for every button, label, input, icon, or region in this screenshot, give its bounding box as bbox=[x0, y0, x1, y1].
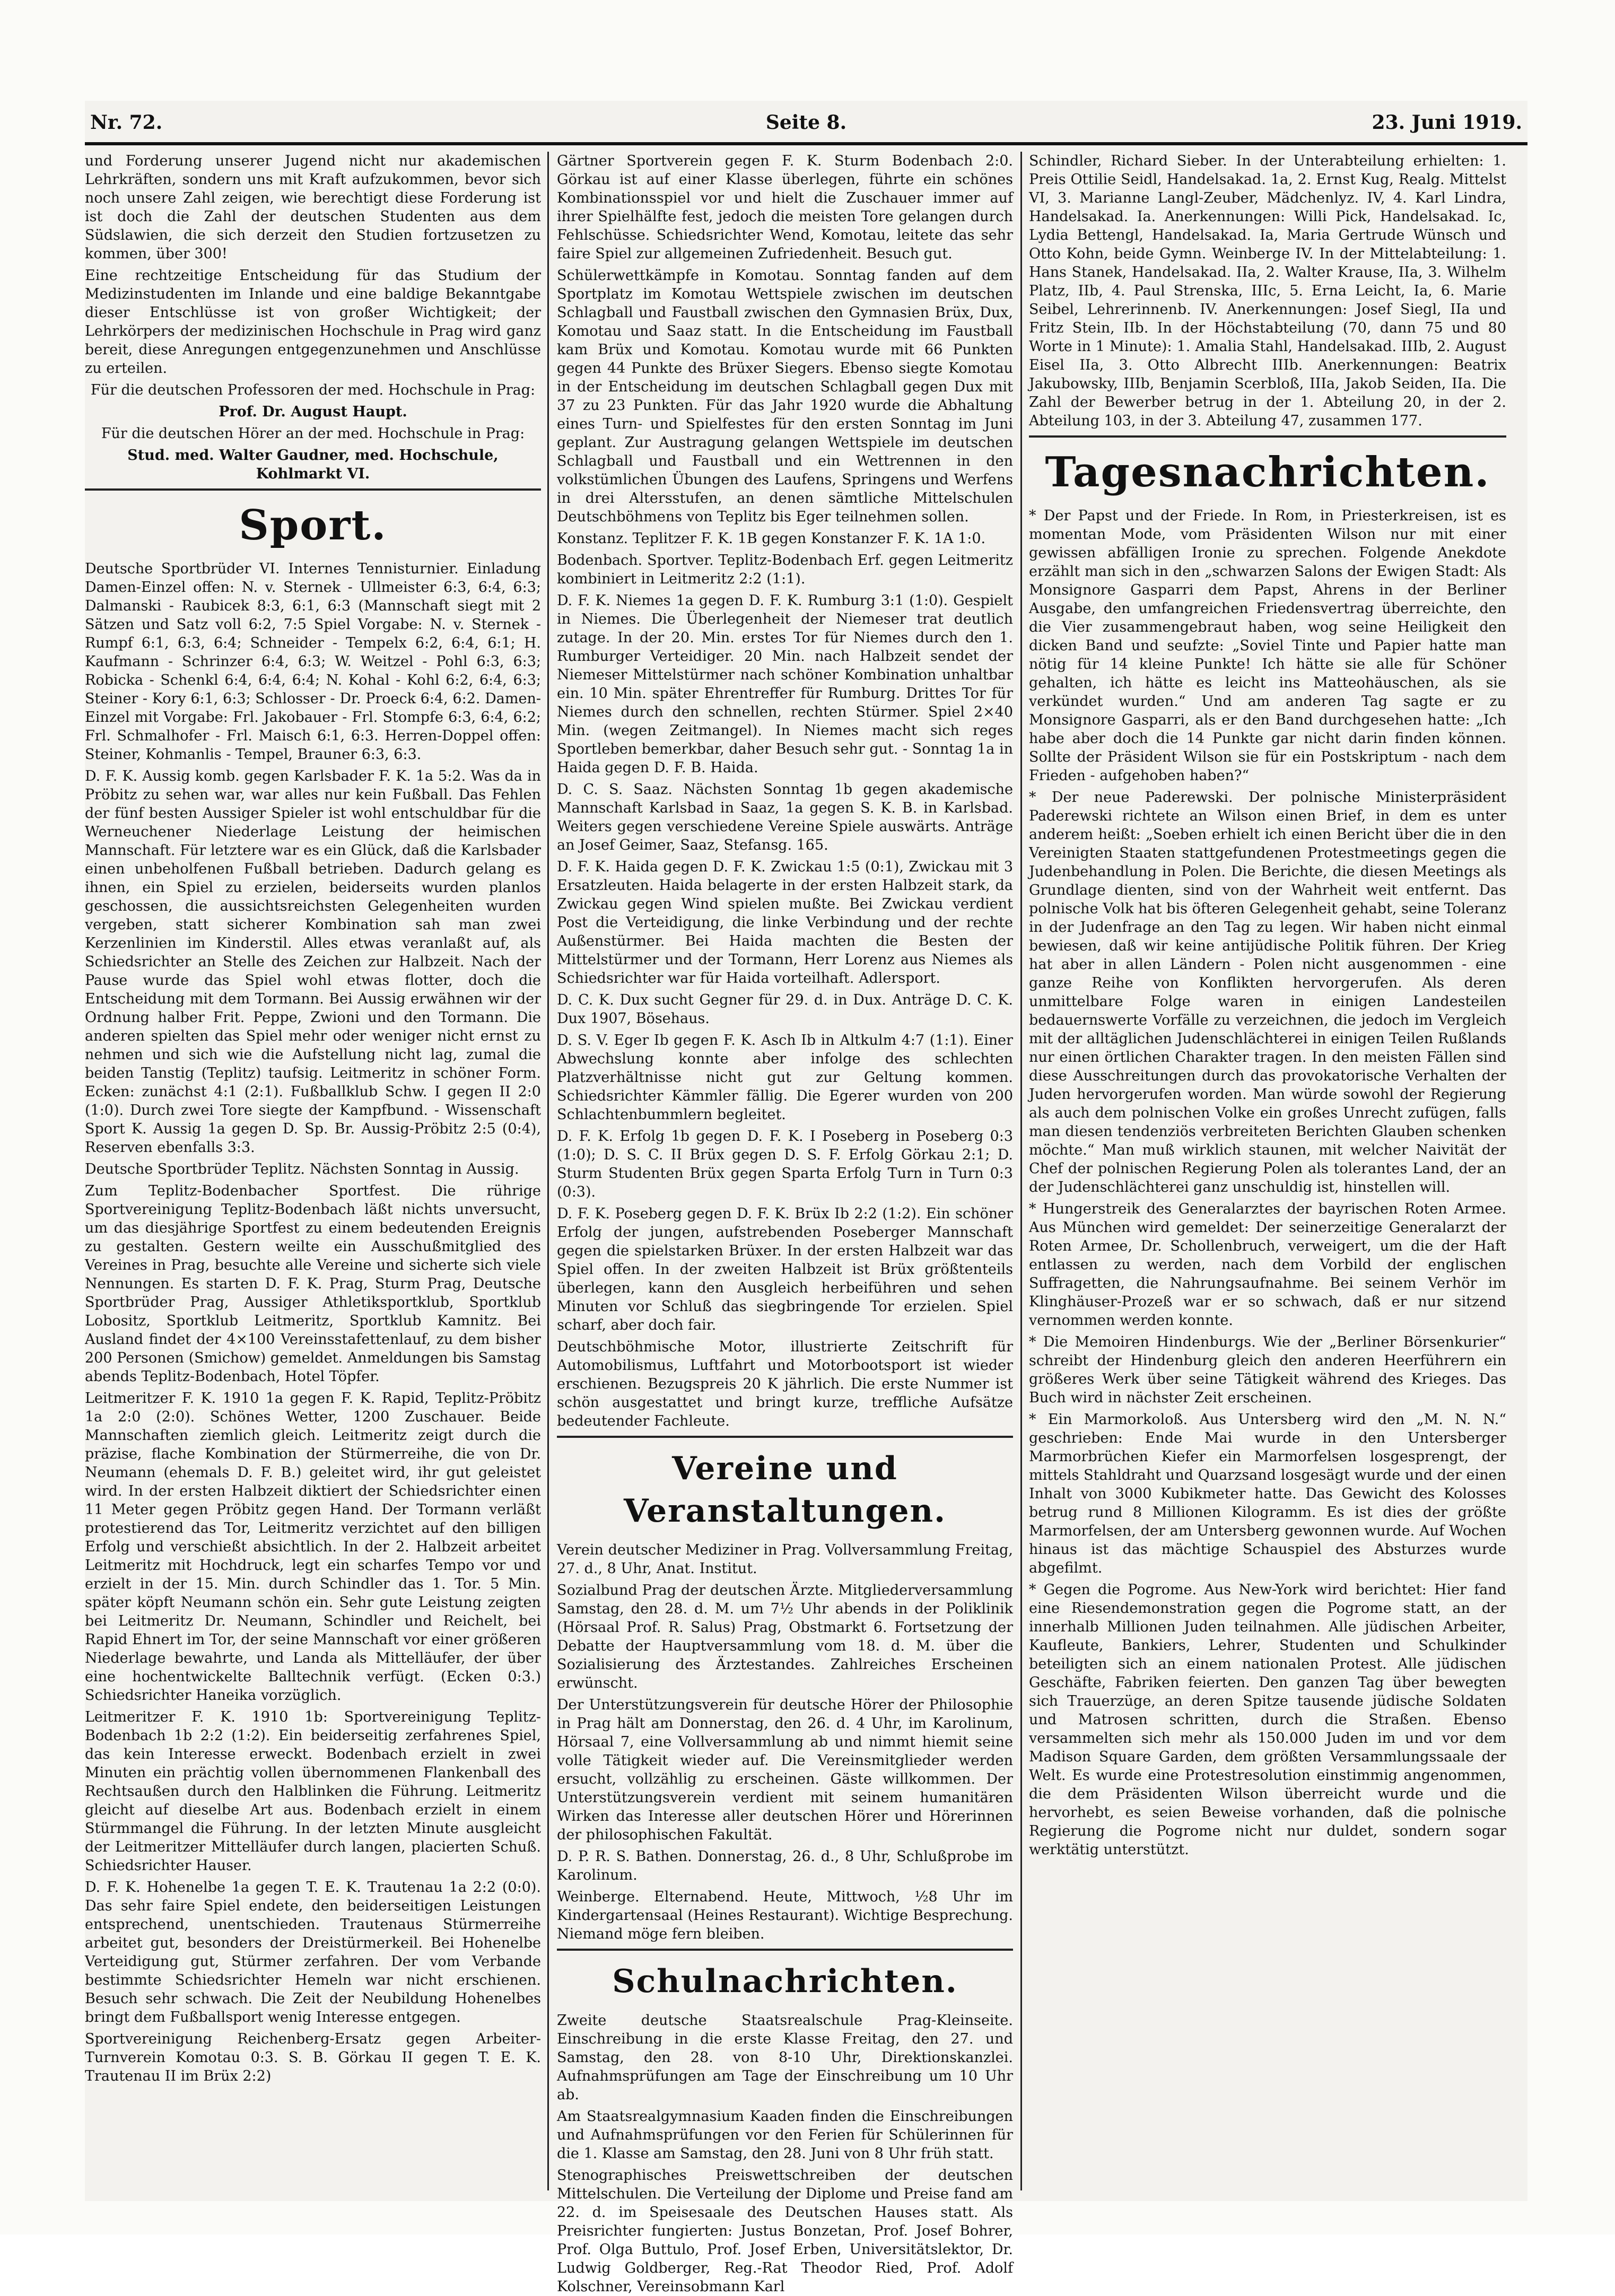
section-rule bbox=[85, 488, 541, 491]
news-item: * Der neue Paderewski. Der polnische Ministerpräsident Paderewski richtete an Wilson einen Brief, in dem es unter anderem heißt: „Soeben erhielt ich einen Bericht über die in den Vereinigten Staaten stattgefundenen Protestmeetings gegen die Judenbehandlung in Polen. Die Berichte, die diesen Meetings als Grundlage dienten, sind von der Wahrheit weit entfernt. Das polnische Volk hat bis öfteren Gelegenheit gehabt, seine Toleranz in der Judenfrage an den Tag zu legen. Wir haben nicht einmal bewiesen, daß wir keine antijüdische Politik führen. Der Krieg hat aber in allen Ländern - Polen nicht ausgenommen - eine ganze Reihe von Konflikten hervorgerufen. Als deren unmittelbare Folge waren in einigen Landesteilen bedauernswerte Vorfälle zu verzeichnen, die jedoch im Vergleich mit der alltäglichen Judenschlächterei in einigen Teilen Rußlands nur einen örtlichen Charakter tragen. In den meisten Fällen sind diese Ausschreitungen durch das provokatorische Verhalten der Juden hervorgerufen worden. Man würde sowohl der Regierung als auch dem polnischen Volke ein großes Unrecht zufügen, falls man diesen tendenziös verbreiteten Berichten Glauben schenken möchte.“ Man muß wirklich staunen, mit welcher Naivität der Chef der polnischen Regierung Polen als tolerantes Land, der an der Judenschlächterei ganz unschuldig ist, hinstellen will. bbox=[1029, 789, 1506, 1195]
news-item: * Der Papst und der Friede. In Rom, in Priesterkreisen, ist es momentan Mode, vom Präsidenten Wilson nur mit einer gewissen abfälligen Ironie zu sprechen. Folgende Anekdote erzählt man sich in den „schwarzen Salons der Ewigen Stadt: Als Monsignore Gasparri dem Papst, Ahrens in der Berliner Ausgabe, den umfangreichen Friedensvertrag überreichte, den die Vier zusammengebraut haben, wog seine Heiligkeit den dicken Band und seufzte: „Soviel Tinte und Papier hatte man nötig für 14 kleine Punkte! Ich hätte sie alle für Schöner gehalten, ich hätte es leicht ins Matteohäuschen, als sie verkündet wurden.“ Und am anderen Tag sagte er zu Monsignore Gasparri, als er den Band durchgesehen hatte: „Ich habe aber doch die 14 Punkte gar nicht darin finden können. Sollte der Präsident Wilson sie für ein Postskriptum - nach dem Frieden - aufgehoben haben?“ bbox=[1029, 508, 1506, 784]
section-rule bbox=[557, 1949, 1013, 1951]
news-item: * Ein Marmorkoloß. Aus Untersberg wird den „M. N. N.“ geschrieben: Ende Mai wurde in den Untersberger Marmorbrüchen Kiefer ein Marmorfelsen losgesprengt, der mittels Stahldraht und Quarzsand losgesägt wurde und der einen Inhalt von 3000 Kubikmeter hatte. Das Gewicht des Kolosses betrug rund 8 Millionen Kilogramm. Es ist dies der größte Marmorfelsen, der am Untersberg gewonnen wurde. Auf Wochen hinaus ist das mächtige Schauspiel des Absturzes wurde abgefilmt. bbox=[1029, 1411, 1506, 1576]
club-notice: Verein deutscher Mediziner in Prag. Vollversammlung Freitag, 27. d., 8 Uhr, Anat. Institut. bbox=[557, 1542, 1013, 1577]
sport-item: D. S. V. Eger Ib gegen F. K. Asch Ib in Altkulm 4:7 (1:1). Einer Abwechslung konnte aber infolge des schlechten Platzverhältnisse nicht gut zur Geltung kommen. Schiedsrichter Kämmler fällig. Die Egerer wurden von 200 Schlachtenbummlern begleitet. bbox=[557, 1032, 1013, 1123]
article-paragraph: Schindler, Richard Sieber. In der Unterabteilung erhielten: 1. Preis Ottilie Seidl, Handelsakad. 1a, 2. Ernst Kug, Realg. Mittelst VI, 3. Marianne Langl-Zeuber, Mädchenlyz. IV, 4. Karl Lindra, Handelsakad. Ia. Anerkennungen: Willi Pick, Handelsakad. Ic, Lydia Bettengl, Handelsakad. Ia, Maria Gertrude Wünsch und Otto Kohn, beide Gymn. Weinberge IV. In der Mittelabteilung: 1. Hans Stanek, Handelsakad. IIa, 2. Walter Krause, IIa, 3. Wilhelm Platz, IIb, 4. Paul Strenska, IIIc, 5. Erna Leicht, Ia, 6. Marie Seibel, Lehrerinnenb. IV. Anerkennungen: Josef Siegl, IIa und Fritz Stein, IIb. In der Höchstabteilung (70, dann 75 und 80 Worte in 1 Minute): 1. Amalia Stahl, Handelsakad. IIIb, 2. August Eisel IIa, 3. Otto Albrecht IIIb. Anerkennungen: Beatrix Jakubowsky, IIIb, Benjamin Scerbloß, IIIa, Jakob Seiden, IIa. Die Zahl der Bewerber betrug in der 1. Abteilung 20, in der 2. Abteilung 103, in der 3. Abteilung 47, zusammen 177. bbox=[1029, 153, 1506, 429]
column-divider bbox=[1020, 152, 1022, 2190]
sport-item: Deutschböhmische Motor, illustrierte Zeitschrift für Automobilismus, Luftfahrt und Motorbootsport ist wieder erschienen. Bezugspreis 20 K jährlich. Die erste Nummer ist schön ausgestattet und bringt kurze, treffliche Aufsätze bedeutender Fachleute. bbox=[557, 1339, 1013, 1429]
sport-item: Deutsche Sportbrüder VI. Internes Tennisturnier. Einladung Damen-Einzel offen: N. v. Sternek - Ullmeister 6:3, 6:4, 6:3; Dalmanski - Raubicek 8:3, 6:1, 6:3 (Mannschaft siegt mit 2 Sätzen und Satz voll 6:2, 7:5 Spiel Vorgabe: N. v. Sternek - Rumpf 6:1, 6:3, 6:4; Schneider - Tempelx 6:2, 6:4, 6:1; H. Kaufmann - Schrinzer 6:4, 6:3; W. Weitzel - Pohl 6:3, 6:3; Robicka - Schenkl 6:4, 6:4, 6:4; N. Kohal - Kohl 6:2, 6:4, 6:3; Steiner - Kory 6:1, 6:3; Schlosser - Dr. Proeck 6:4, 6:2. Damen-Einzel mit Vorgabe: Frl. Jakobauer - Frl. Stompfe 6:3, 6:4, 6:2; Frl. Schmalhofer - Frl. Maisch 6:1, 6:3. Herren-Doppel offen: Steiner, Kohmanlis - Tempel, Brauner 6:3, 6:3. bbox=[85, 561, 541, 763]
section-title-sport: Sport. bbox=[239, 501, 387, 549]
sport-item: Zum Teplitz-Bodenbacher Sportfest. Die rührige Sportvereinigung Teplitz-Bodenbach läßt nichts unversucht, um das diesjährige Sportfest zu einem bedeutenden Ereignis zu gestalten. Gestern weilte ein Ausschußmitglied des Vereines in Prag, besuchte alle Vereine und sicherte sich viele Nennungen. Es starten D. F. K. Prag, Sturm Prag, Deutsche Sportbrüder Prag, Aussiger Athletiksportklub, Sportklub Lobositz, Sportklub Leitmeritz, Sportklub Kamnitz. Bei Ausland findet der 4×100 Vereinsstafettenlauf, zu dem bisher 200 Personen (Smichow) gemeldet. Anmeldungen bis Samstag abends Teplitz-Bodenbach, Hotel Töpfer. bbox=[85, 1183, 541, 1385]
column-divider bbox=[547, 152, 549, 2190]
sport-item: Gärtner Sportverein gegen F. K. Sturm Bodenbach 2:0. Görkau ist auf einer Klasse überlegen, führte ein schönes Kombinationsspiel vor und hielt die Zuschauer immer auf ihrer Spielhälfte fest, jedoch die meisten Tore gelangen durch Fehlschüsse. Schiedsrichter Wend, Komotau, leitete das sehr faire Spiel zur allgemeinen Zufriedenheit. Besuch gut. bbox=[557, 153, 1013, 262]
issue-date: 23. Juni 1919. bbox=[1372, 111, 1522, 134]
sport-item: D. F. K. Erfolg 1b gegen D. F. K. I Poseberg in Poseberg 0:3 (1:0); D. S. C. II Brüx gegen D. S. F. Erfolg Görkau 2:1; D. Sturm Studenten Brüx gegen Sparta Erfolg Turn in Turn 0:3 (0:3). bbox=[557, 1128, 1013, 1200]
header-rule bbox=[85, 142, 1527, 145]
signature-line: Für die deutschen Professoren der med. Hochschule in Prag: bbox=[90, 382, 536, 398]
news-item: * Gegen die Pogrome. Aus New-York wird berichtet: Hier fand eine Riesendemonstration gegen die Pogrome statt, an der innerhalb Millionen Juden teilnahmen. Alle jüdischen Arbeiter, Kaufleute, Bankiers, Lehrer, Studenten und Schulkinder beteiligten sich an einem nationalen Protest. Alle jüdischen Geschäfte, Fabriken feierten. Den ganzen Tag über bewegten sich Trauerzüge, an deren Spitze tausende jüdische Soldaten und Matrosen schritten, durch die Straßen. Ebenso versammelten sich mehr als 150.000 Juden im und vor dem Madison Square Garden, dem größten Versammlungssaale der Welt. Es wurde eine Protestresolution einstimmig angenommen, die dem Präsidenten Wilson überreicht wurde und die hervorhebt, es seien Beweise vorhanden, daß die polnische Regierung die Pogrome nicht nur duldet, sondern sogar werktätig unterstützt. bbox=[1029, 1582, 1506, 1858]
signature-line: Für die deutschen Hörer an der med. Hochschule in Prag: bbox=[101, 425, 525, 442]
school-notice: Am Staatsrealgymnasium Kaaden finden die Einschreibungen und Aufnahmsprüfungen vor den Ferien für Schülerinnen für die 1. Klasse am Samstag, den 28. Juni von 8 Uhr früh statt. bbox=[557, 2108, 1013, 2162]
sport-item: Konstanz. Teplitzer F. K. 1B gegen Konstanzer F. K. 1A 1:0. bbox=[557, 530, 986, 547]
column-right bbox=[1029, 152, 1506, 2190]
club-notice: D. P. R. S. Bathen. Donnerstag, 26. d., 8 Uhr, Schlußprobe im Karolinum. bbox=[557, 1848, 1013, 1883]
club-notice: Der Unterstützungsverein für deutsche Hörer der Philosophie in Prag hält am Donnerstag, den 26. d. 4 Uhr, im Karolinum, Hörsaal 7, eine Vollversammlung ab und nimmt hiemit seine volle Tätigkeit wieder auf. Die Vereinsmitglieder werden ersucht, vollzählig zu erscheinen. Gäste willkommen. Der Unterstützungsverein verdient mit seinem humanitären Wirken das Interesse aller deutschen Hörer und Hörerinnen der philosophischen Fakultät. bbox=[557, 1697, 1013, 1843]
sport-item: D. F. K. Aussig komb. gegen Karlsbader F. K. 1a 5:2. Was da in Pröbitz zu sehen war, war alles nur kein Fußball. Das Fehlen der fünf besten Aussiger Spieler ist wohl entschuldbar für die Werneuchener Niederlage Leistung der heimischen Mannschaft. Für letztere war es ein Glück, daß die Karlsbader einen unbeholfenen Fußball betrieben. Dadurch gelang es ihnen, ein Spiel zu erzielen, beiderseits wurden planlos geschossen, die aussichtsreichsten Gelegenheiten wurden vergeben, statt sicherer Kombination sah man zwei Kerzenlinien im Kinderstil. Alles etwas veranlaßt auf, als Schiedsrichter an Stelle des Zeichen zur Halbzeit. Nach der Pause wurde das Spiel wohl etwas flotter, doch die Entscheidung mit dem Tormann. Bei Aussig erwähnen wir der Ordnung halber Frit. Peppe, Zwioni und den Tormann. Die anderen spielten das Spiel mehr oder weniger nicht ernst zu nehmen und sich wie die Aufstellung nicht lag, zumal die beiden Tanstig (Teplitz) taufsig. Leitmeritz in schöner Form. Ecken: zunächst 4:1 (2:1). Fußballklub Schw. I gegen II 2:0 (1:0). Durch zwei Tore siegte der Kampfbund. - Wissenschaft Sport K. Aussig 1a gegen D. Sp. Br. Aussig-Pröbitz 2:5 (0:4), Reserven ebenfalls 3:3. bbox=[85, 768, 541, 1156]
page-body bbox=[85, 101, 1527, 2295]
sport-item: Leitmeritzer F. K. 1910 1a gegen F. K. Rapid, Teplitz-Pröbitz 1a 2:0 (2:0). Schönes Wetter, 1200 Zuschauer. Beide Mannschaften ziemlich gleich. Leitmeritz zeigt durch die präzise, flache Kombination der Stürmerreihe, die von Dr. Neumann (ehemals D. F. B.) geleitet wird, ihr gut geleistet wird. In der ersten Halbzeit diktiert der Schiedsrichter einen 11 Meter gegen Pröbitz gegen Hand. Der Tormann verläßt protestierend das Tor, Leitmeritz verzichtet auf den billigen Erfolg und verschießt absichtlich. In der 2. Halbzeit arbeitet Leitmeritz mit Hochdruck, legt ein scharfes Tempo vor und erzielt in der 15. Min. durch Schindler das 1. Tor. 5 Min. später köpft Neumann schön ein. Sehr gute Leistung zeigten bei Leitmeritz Dr. Neumann, Schindler und Reichelt, bei Rapid Ehnert im Tor, der seine Mannschaft vor einer größeren Niederlage bewahrte, und Landa als Mittelläufer, der über eine hochentwickelte Balltechnik verfügt. (Ecken 0:3.) Schiedsrichter Haneika vorzüglich. bbox=[85, 1390, 541, 1704]
school-notice: Stenographisches Preiswettschreiben der deutschen Mittelschulen. Die Verteilung der Diplome und Preise fand am 22. d. im Speisesaale des Deutschen Hauses statt. Als Preisrichter fungierten: Justus Bonzetan, Prof. Josef Bohrer, Prof. Olga Buttulo, Prof. Josef Erben, Universitätslektor, Dr. Ludwig Goldberger, Reg.-Rat Theodor Ried, Prof. Adolf Kolschner, Vereinsobmann Karl bbox=[557, 2167, 1013, 2295]
column-left bbox=[85, 152, 541, 2190]
school-notice: Zweite deutsche Staatsrealschule Prag-Kleinseite. Einschreibung in die erste Klasse Freitag, den 27. und Samstag, den 28. von 8-10 Uhr, Direktionskanzlei. Aufnahmsprüfungen am Tage der Einschreibung um 10 Uhr ab. bbox=[557, 2012, 1013, 2103]
sport-item: Bodenbach. Sportver. Teplitz-Bodenbach Erf. gegen Leitmeritz kombiniert in Leitmeritz 2:2 (1:1). bbox=[557, 552, 1013, 587]
sport-item: Schülerwettkämpfe in Komotau. Sonntag fanden auf dem Sportplatz im Komotau Wettspiele zwischen im deutschen Schlagball und Faustball zwischen den Gymnasien Brüx, Dux, Komotau und Saaz statt. In die Entscheidung im Faustball kam Brüx und Komotau. Komotau wurde mit 66 Punkten gegen 44 Punkte des Brüxer Siegers. Ebenso siegte Komotau in der Entscheidung im deutschen Schlagball gegen Dux mit 37 zu 23 Punkten. Für das Jahr 1920 wurde die Abhaltung eines Turn- und Spielfestes für den ersten Sonntag im Juni geplant. Zur Austragung gelangen Wettspiele im deutschen Schlagball und Faustball und ein Wettrennen in den volkstümlichen Übungen des Laufens, Springens und Werfens in drei Altersstufen, an denen sämtliche Mittelschulen Deutschböhmens von Teplitz bis Eger teilnehmen sollen. bbox=[557, 267, 1013, 525]
news-item: * Hungerstreik des Generalarztes der bayrischen Roten Armee. Aus München wird gemeldet: Der seinerzeitige Generalarzt der Roten Armee, Dr. Schollenbruch, verweigert, um die der Haft entlassen zu werden, nach dem Vorbild der englischen Suffragetten, die Nahrungsaufnahme. Bei seinem Verhör im Klinghäuser-Prozeß war er so schwach, daß er nur sitzend vernommen werden konnte. bbox=[1029, 1201, 1506, 1329]
column-middle bbox=[557, 152, 1013, 2295]
news-item: * Die Memoiren Hindenburgs. Wie der „Berliner Börsenkurier“ schreibt der Hindenburg gleich den anderen Heerführern ein größeres Werk über seine Tätigkeit während des Krieges. Das Buch wird in nächster Zeit erscheinen. bbox=[1029, 1334, 1506, 1406]
sport-item: Deutsche Sportbrüder Teplitz. Nächsten Sonntag in Aussig. bbox=[85, 1161, 519, 1177]
sport-item: D. C. K. Dux sucht Gegner für 29. d. in Dux. Anträge D. C. K. Dux 1907, Bösehaus. bbox=[557, 992, 1013, 1027]
section-title-tagesnachrichten: Tagesnachrichten. bbox=[1045, 448, 1490, 496]
article-paragraph: Eine rechtzeitige Entscheidung für das Studium der Medizinstudenten im Inlande und eine baldige Bekanntgabe dieser Entschlüsse ist von großer Wichtigkeit; der Lehrkörpers der medizinischen Hochschule in Prag wird ganz bereit, diese Anregungen entgegenzunehmen und Anschlüsse zu erteilen. bbox=[85, 267, 541, 377]
section-title-schulnachrichten: Schulnachrichten. bbox=[612, 1963, 958, 2000]
section-title-vereine: Vereine und Veranstaltungen. bbox=[623, 1450, 947, 1530]
sport-item: D. F. K. Haida gegen D. F. K. Zwickau 1:5 (0:1), Zwickau mit 3 Ersatzleuten. Haida belagerte in der ersten Halbzeit stark, da Zwickau gegen Wind spielen mußte. Bei Zwickau verdient Post die Verteidigung, die linke Verbindung und der rechte Außenstürmer. Bei Haida machten die Besten der Mittelstürmer und der Tormann, Herr Lorenz aus Niemes als Schiedsrichter war für Haida vorteilhaft. Adlersport. bbox=[557, 859, 1013, 987]
sport-item: D. F. K. Hohenelbe 1a gegen T. E. K. Trautenau 1a 2:2 (0:0). Das sehr faire Spiel endete, den beiderseitigen Leistungen entsprechend, unentschieden. Trautenaus Stürmerreihe arbeitet gut, besonders der Dreistürmerkeil. Bei Hohenelbe Verteidigung gut, Stürmer zerfahren. Der vom Verbande bestimmte Schiedsrichter Hemeln war nicht erschienen. Besuch sehr schwach. Die Zeit der Neubildung Hohenelbes bringt dem Fußballsport wenig Interesse entgegen. bbox=[85, 1879, 541, 2026]
sport-item: Leitmeritzer F. K. 1910 1b: Sportvereinigung Teplitz-Bodenbach 1b 2:2 (1:2). Ein beiderseitig zerfahrenes Spiel, das kein Interesse erweckt. Bodenbach erzielt in zwei Minuten ein prächtig vollen übernommenen Flankenball des Rechtsaußen durch den Halblinken die Führung. Leitmeritz gleicht auf dieselbe Art aus. Bodenbach erzielt in einem Stürmmangel die Führung. In der letzten Minute ausgleicht der Leitmeritzer Mittelläufer durch langen, placierten Schuß. Schiedsrichter Hauser. bbox=[85, 1709, 541, 1874]
sport-item: Sportvereinigung Reichenberg-Ersatz gegen Arbeiter-Turnverein Komotau 0:3. S. B. Görkau II gegen T. E. K. Trautenau II im Brüx 2:2) bbox=[85, 2031, 541, 2084]
section-rule bbox=[1029, 435, 1506, 438]
club-notice: Weinberge. Elternabend. Heute, Mittwoch, ½8 Uhr im Kindergartensaal (Heines Restaurant). Wichtige Besprechung. Niemand möge fern bleiben. bbox=[557, 1889, 1013, 1942]
sport-item: D. C. S. Saaz. Nächsten Sonntag 1b gegen akademische Mannschaft Karlsbad in Saaz, 1a gegen S. K. B. in Karlsbad. Weiters gegen verschiedene Vereine Spiele auswärts. Anträge an Josef Geimer, Saaz, Stefansg. 165. bbox=[557, 781, 1013, 853]
article-paragraph: und Forderung unserer Jugend nicht nur akademischen Lehrkräften, sondern uns mit Kraft aufzukommen, bevor sich noch unsere Zahl zeigen, wie berechtigt diese Forderung ist ist doch die Zahl der deutschen Studenten aus dem Südslawien, die sich derzeit den Studien fortzusetzen zu kommen, über 300! bbox=[85, 153, 541, 262]
sport-item: D. F. K. Niemes 1a gegen D. F. K. Rumburg 3:1 (1:0). Gespielt in Niemes. Die Überlegenheit der Niemeser trat deutlich zutage. In der 20. Min. erstes Tor für Niemes durch den 1. Rumburger Verteidiger. 20 Min. nach Halbzeit sendet der Niemeser Mittelstürmer nach schöner Kombination unhaltbar ein. 10 Min. später Ehrentreffer für Rumburg. Drittes Tor für Niemes durch den schnellen, rechten Stürmer. Spiel 2×40 Min. (wegen Zeitmangel). In Niemes macht sich reges Sportleben bemerkbar, daher Besuch sehr gut. - Sonntag 1a in Haida gegen D. F. B. Haida. bbox=[557, 592, 1013, 776]
section-rule bbox=[557, 1436, 1013, 1438]
sport-item: D. F. K. Poseberg gegen D. F. K. Brüx Ib 2:2 (1:2). Ein schöner Erfolg der jungen, aufstrebenden Poseberger Mannschaft gegen die spielstarken Brüxer. In der ersten Halbzeit war das Spiel offen. In der zweiten Halbzeit ist Brüx größtenteils überlegen, kann den Ausgleich herbeiführen und sehen Minuten vor Schluß das siegbringende Tor erzielen. Spiel scharf, aber doch fair. bbox=[557, 1206, 1013, 1333]
club-notice: Sozialbund Prag der deutschen Ärzte. Mitgliederversammlung Samstag, den 28. d. M. um 7½ Uhr abends in der Poliklinik (Hörsaal Prof. R. Salus) Prag, Obstmarkt 6. Fortsetzung der Debatte der Hauptversammlung vom 18. d. M. über die Sozialisierung des Ärztestandes. Zahlreiches Erscheinen erwünscht. bbox=[557, 1582, 1013, 1691]
page-number: Seite 8. bbox=[765, 111, 847, 134]
page-header bbox=[90, 111, 1522, 138]
signature-name: Prof. Dr. August Haupt. bbox=[219, 404, 407, 420]
issue-number: Nr. 72. bbox=[90, 111, 163, 134]
signature-name: Stud. med. Walter Gaudner, med. Hochschule, Kohlmarkt VI. bbox=[127, 447, 499, 482]
